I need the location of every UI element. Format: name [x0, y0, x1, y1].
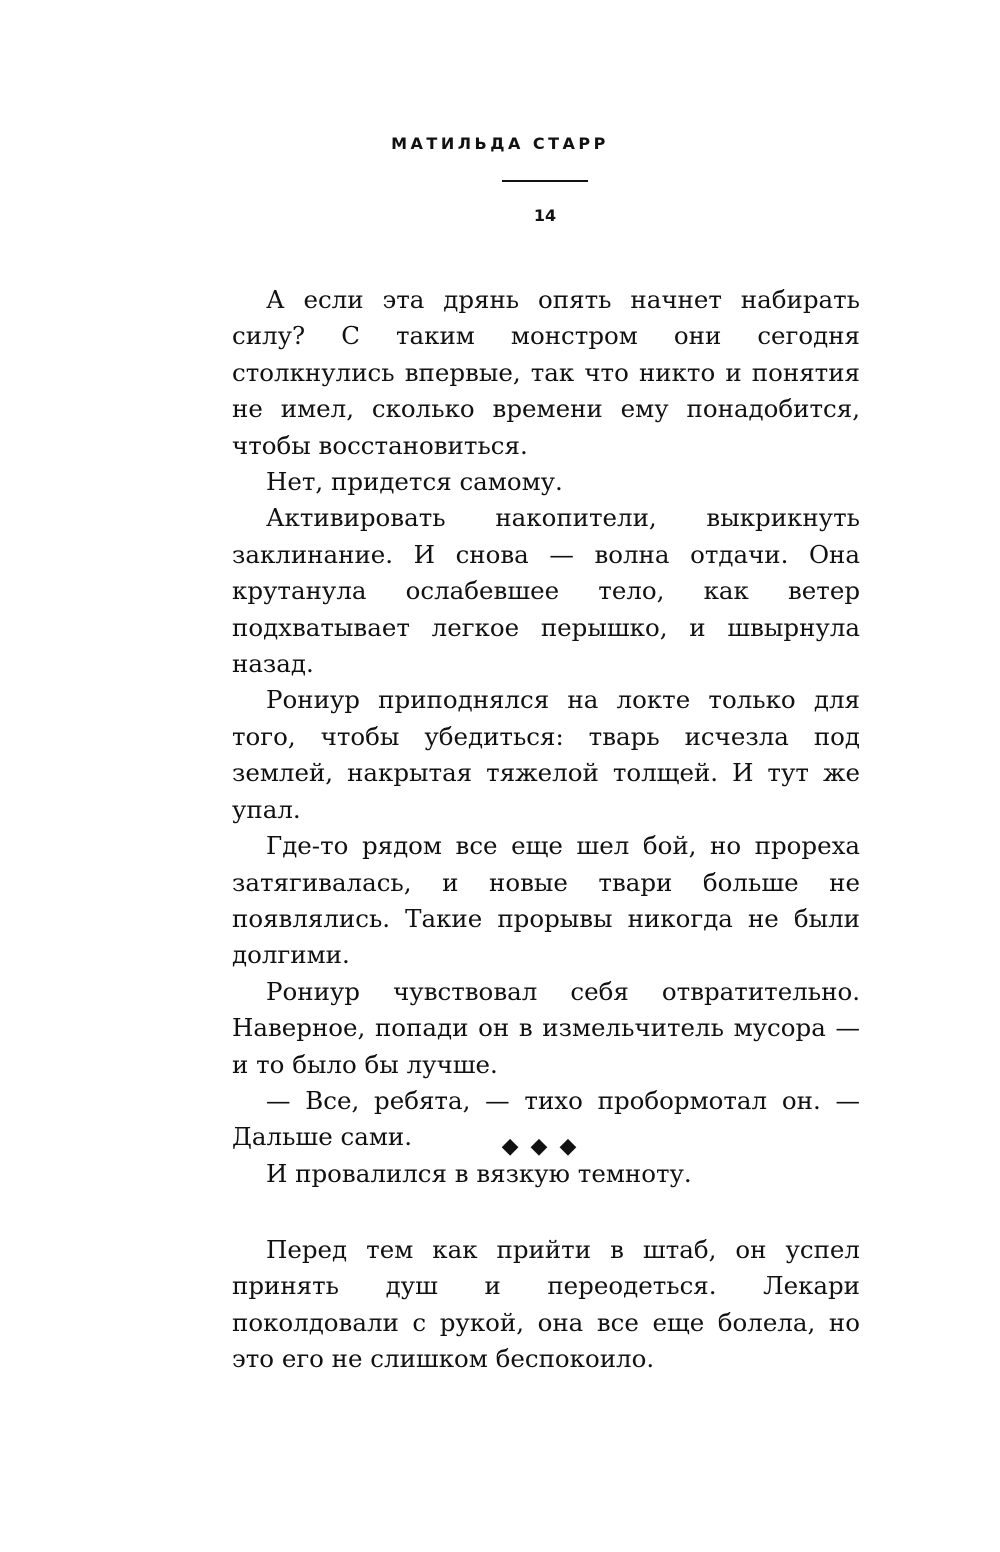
page-number: 14 [533, 206, 557, 225]
text-section-one [232, 282, 860, 1192]
header-divider [502, 180, 588, 182]
text-section-two [232, 1232, 860, 1378]
paragraph: Нет, придется самому. [266, 467, 563, 497]
paragraph: Где-то рядом все еще шел бой, но прореха затягивалась, и новые твари больше не появлялись. Такие прорывы никогда не были долгими. [232, 831, 860, 970]
section-separator-diamonds-icon: ◆◆◆ [501, 1134, 589, 1159]
paragraph: — Все, ребята, — тихо пробормотал он. — Дальше сами. [232, 1085, 860, 1152]
paragraph: Активировать накопители, выкрикнуть заклинание. И снова — волна отдачи. Она крутанула ослабевшее тело, как ветер подхватывает легкое перышко, и швырнула назад. [232, 503, 860, 679]
paragraph: Перед тем как прийти в штаб, он успел принять душ и переодеться. Лекари поколдовали с рукой, она все еще болела, но это его не слишком беспокоило. [232, 1235, 860, 1374]
running-head: МАТИЛЬДА СТАРР [391, 134, 609, 153]
paragraph: И провалился в вязкую темноту. [266, 1158, 692, 1188]
paragraph: Рониур чувствовал себя отвратительно. Наверное, попади он в измельчитель мусора — и то было бы лучше. [232, 976, 860, 1079]
paragraph: А если эта дрянь опять начнет набирать силу? С таким монстром они сегодня столкнулись впервые, так что никто и понятия не имел, сколько времени ему понадобится, чтобы восстановиться. [232, 285, 860, 460]
paragraph: Рониур приподнялся на локте только для того, чтобы убедиться: тварь исчезла под землей, накрытая тяжелой толщей. И тут же упал. [232, 685, 860, 824]
